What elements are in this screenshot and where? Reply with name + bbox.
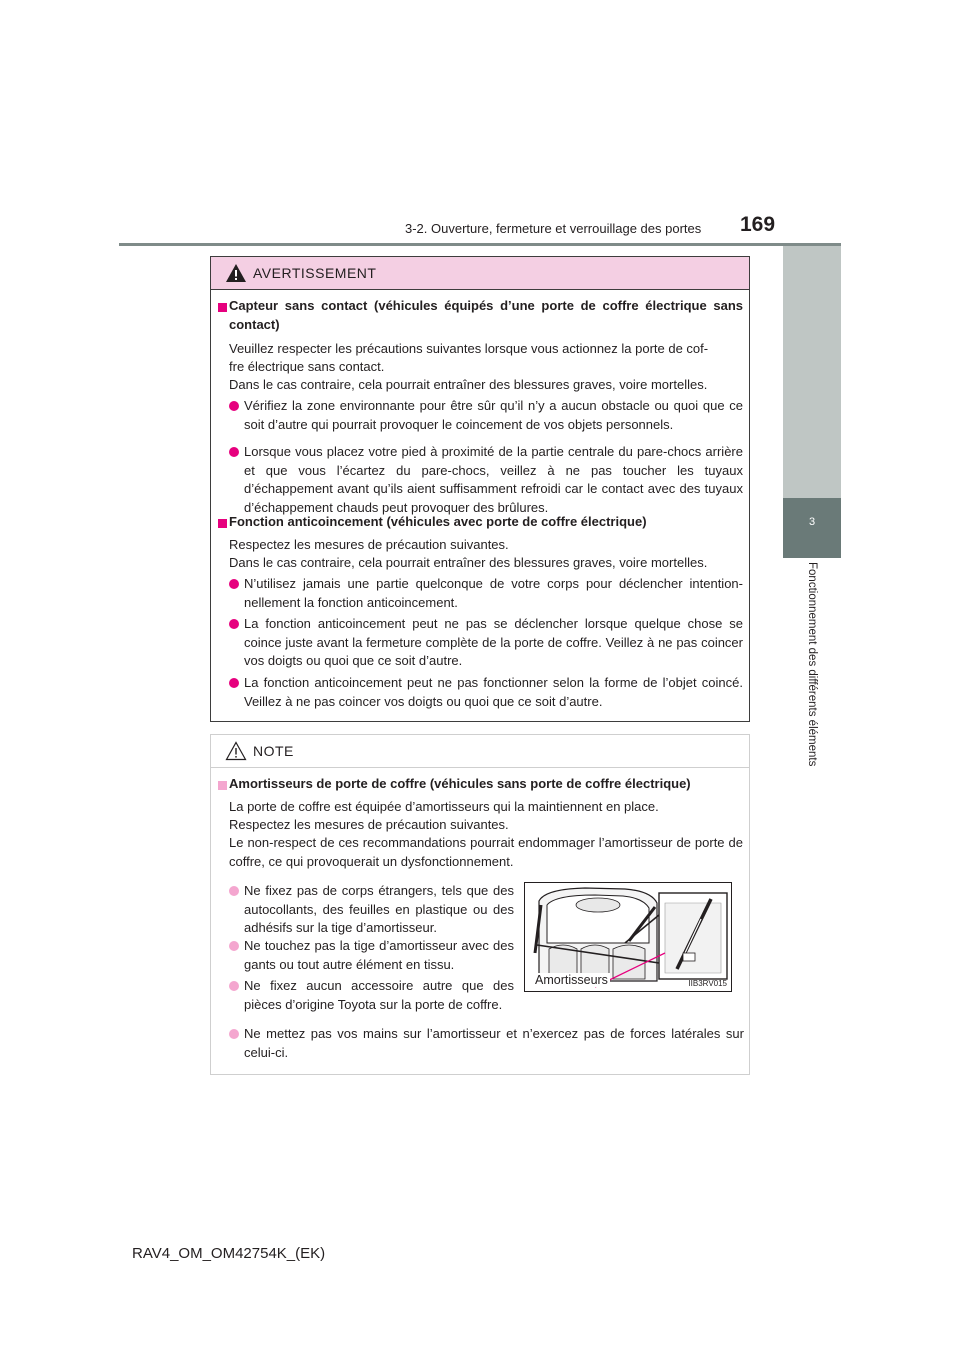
note-intro-c: Le non-respect de ces recommandations pourrait endommager l’amortisseur de porte de coffre, ce qui provoquerait un dysfonctionnement. (229, 835, 743, 869)
warning-bullet-2-3: La fonction anticoincement peut ne pas fonctionner selon la forme de l’objet coincé. Veillez à ne pas coincer vos doigts ou quoi que ce soit d’autre. (244, 675, 743, 709)
note-bullet-3: Ne fixez aucun accessoire autre que des pièces d’origine Toyota sur la porte de coffre. (244, 978, 514, 1012)
footer-model-code: RAV4_OM_OM42754K_(EK) (132, 1245, 326, 1262)
bullet-dot-icon (229, 981, 239, 991)
bullet-dot-icon (229, 678, 239, 688)
warning-intro-2b: Dans le cas contraire, cela pourrait entraîner des blessures graves, voire mortelles. (229, 555, 708, 570)
bullet-dot-icon (229, 619, 239, 629)
side-tab-active[interactable] (783, 498, 841, 558)
header-section-title: 3-2. Ouverture, fermeture et verrouillage des portes (405, 221, 702, 236)
warning-intro-1b: fre électrique sans contact. (229, 359, 385, 374)
header-rule (119, 243, 841, 246)
warning-box (210, 256, 750, 722)
section-square-icon (218, 519, 227, 528)
section-square-icon (218, 303, 227, 312)
note-intro-a: La porte de coffre est équipée d’amortisseurs qui la maintiennent en place. (229, 799, 659, 814)
side-tab-strip (783, 246, 841, 498)
bullet-dot-icon (229, 886, 239, 896)
warning-triangle-icon (225, 263, 247, 283)
figure-code: IIB3RV015 (688, 979, 727, 988)
warning-intro-1c: Dans le cas contraire, cela pourrait entraîner des blessures graves, voire mortelles. (229, 377, 708, 392)
warning-bullet-2-2: La fonction anticoincement peut ne pas se déclencher lorsque quelque chose se coince juste avant la fermeture complète de la porte de coffre. Veillez à ne pas coincer vos doigts ou quoi que ce soit d’autre. (244, 616, 743, 668)
note-bullet-2: Ne touchez pas la tige d’amortisseur avec des gants ou tout autre élément en tissu. (244, 938, 514, 972)
warning-header (211, 257, 749, 290)
warning-section-heading-2: Fonction anticoincement (véhicules avec porte de coffre électrique) (229, 514, 647, 529)
warning-bullet-1-2: Lorsque vous placez votre pied à proximité de la partie centrale du pare-chocs arrière et que vous l’écartez du pare-chocs, veillez à ne pas toucher les tuyaux d’échappement avant qu’ils aient suffisamment refroidi car le contact avec des tuyaux d’échappement chauds peut provoquer des brûlures. (244, 444, 743, 515)
figure-label-amortisseurs: Amortisseurs (535, 973, 608, 987)
side-tab-chapter-title: Fonctionnement des différents éléments (806, 562, 818, 767)
warning-intro-2a: Respectez les mesures de précaution suivantes. (229, 537, 509, 552)
warning-intro-1a: Veuillez respecter les précautions suivantes lorsque vous actionnez la porte de cof- (229, 341, 709, 356)
warning-bullet-2-1: N’utilisez jamais une partie quelconque de votre corps pour déclencher intention-nellement la fonction anticoincement. (244, 576, 743, 610)
note-bullet-1: Ne fixez pas de corps étrangers, tels que des autocollants, des feuilles en plastique ou des adhésifs sur la tige d’amortisseur. (244, 883, 514, 935)
shock-absorber-figure (524, 882, 732, 992)
note-heading: Amortisseurs de porte de coffre (véhicules sans porte de coffre électrique) (229, 776, 691, 791)
bullet-dot-icon (229, 447, 239, 457)
bullet-dot-icon (229, 401, 239, 411)
bullet-dot-icon (229, 941, 239, 951)
note-header (211, 735, 749, 768)
note-title: NOTE (253, 743, 294, 759)
page-number: 169 (740, 213, 776, 236)
caution-triangle-icon (225, 741, 247, 761)
warning-section-heading-1: Capteur sans contact (véhicules équipés d’une porte de coffre électrique sans contact) (229, 298, 743, 332)
note-intro-b: Respectez les mesures de précaution suivantes. (229, 817, 509, 832)
bullet-dot-icon (229, 579, 239, 589)
side-tab-chapter-number: 3 (808, 516, 816, 528)
note-bullet-4: Ne mettez pas vos mains sur l’amortisseur et n’exercez pas de forces latérales sur celui-ci. (244, 1026, 744, 1060)
warning-bullet-1-1: Vérifiez la zone environnante pour être sûr qu’il n’y a aucun obstacle ou quoi que ce soit d’autre qui pourrait provoquer le coincement de vos objets personnels. (244, 398, 743, 432)
bullet-dot-icon (229, 1029, 239, 1039)
section-square-icon (218, 781, 227, 790)
warning-title: AVERTISSEMENT (253, 265, 377, 281)
